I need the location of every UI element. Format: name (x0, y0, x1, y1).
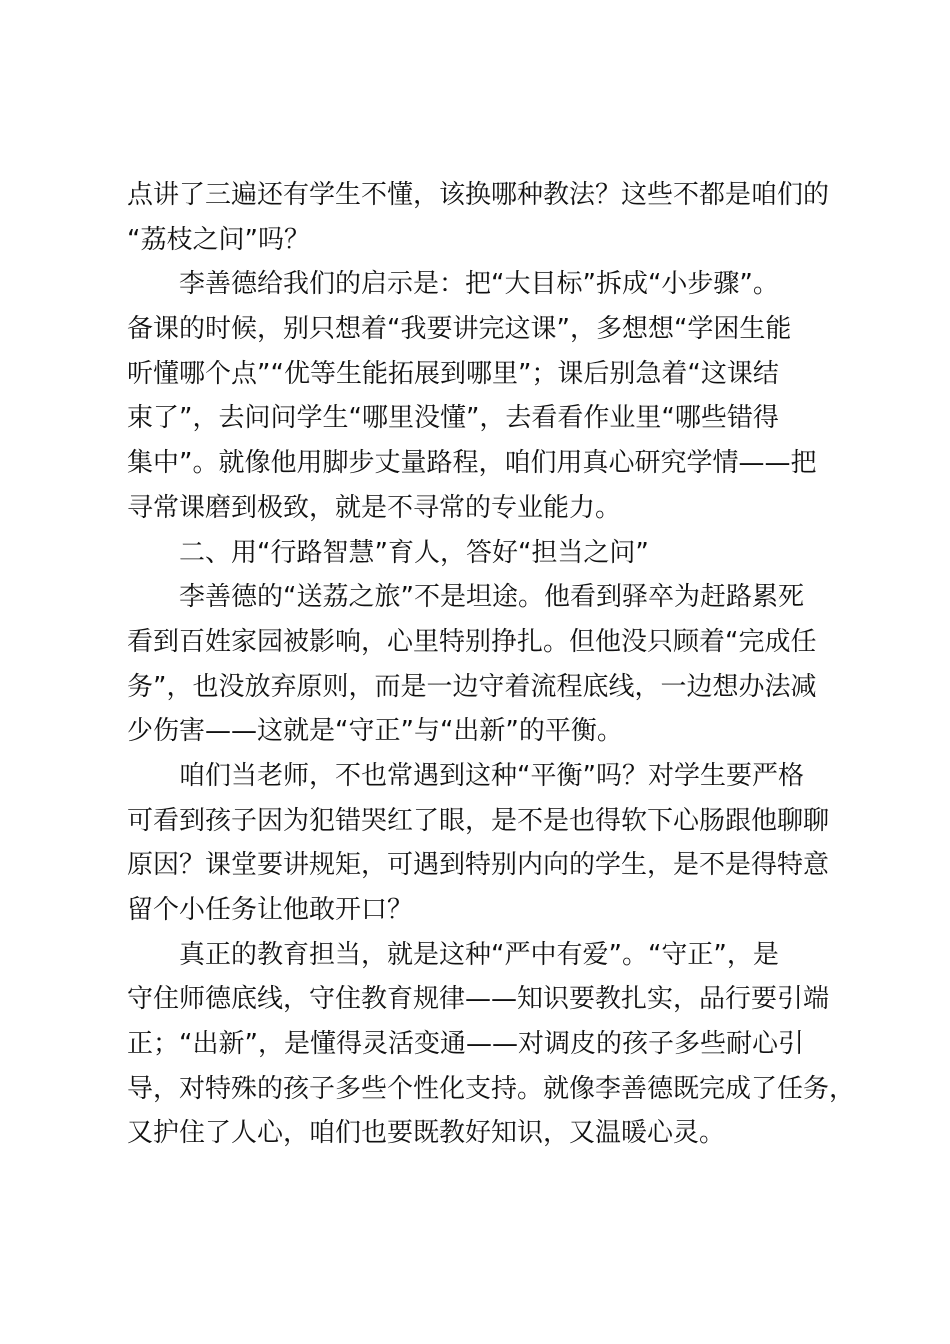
text-line: 少伤害——这就是“守正”与“出新”的平衡。 (127, 716, 623, 747)
text-line: 可看到孩子因为犯错哭红了眼，是不是也得软下心肠跟他聊聊 (127, 805, 830, 836)
text-line: 导，对特殊的孩子多些个性化支持。就像李善德既完成了任务， (127, 1073, 856, 1104)
text-line: 留个小任务让他敢开口？ (127, 895, 414, 925)
text-line: 守住师德底线，守住教育规律——知识要教扎实，品行要引端 (127, 984, 830, 1015)
text-line: 集中”。就像他用脚步丈量路程，咱们用真心研究学情——把 (127, 448, 817, 479)
text-line: 正；“出新”，是懂得灵活变通——对调皮的孩子多些耐心引 (127, 1029, 804, 1060)
text-line: 点讲了三遍还有学生不懂，该换哪种教法？这些不都是咱们的 (127, 180, 830, 210)
paragraph-first-line: 真正的教育担当，就是这种“严中有爱”。“守正”，是 (179, 939, 779, 970)
text-line: 束了”，去问问学生“哪里没懂”，去看看作业里“哪些错得 (127, 403, 779, 434)
text-line: “荔枝之问”吗？ (127, 224, 310, 255)
text-line: 看到百姓家园被影响，心里特别挣扎。但他没只顾着“完成任 (127, 626, 817, 657)
text-line: 又护住了人心，咱们也要既教好知识，又温暖心灵。 (127, 1118, 726, 1149)
section-heading: 二、用“行路智慧”育人，答好“担当之问” (179, 537, 649, 568)
text-line: 备课的时候，别只想着“我要讲完这课”，多想想“学困生能 (127, 314, 792, 345)
text-line: 原因？课堂要讲规矩，可遇到特别内向的学生，是不是得特意 (127, 850, 830, 881)
paragraph-first-line: 李善德给我们的启示是：把“大目标”拆成“小步骤”。 (179, 269, 779, 300)
paragraph-first-line: 咱们当老师，不也常遇到这种“平衡”吗？对学生要严格 (179, 760, 804, 791)
paragraph-first-line: 李善德的“送荔之旅”不是坦途。他看到驿卒为赶路累死 (179, 582, 804, 613)
document-body (127, 173, 856, 1156)
text-line: 听懂哪个点”“优等生能拓展到哪里”；课后别急着“这课结 (127, 358, 779, 389)
text-line: 寻常课磨到极致，就是不寻常的专业能力。 (127, 492, 622, 523)
text-line: 务”，也没放弃原则，而是一边守着流程底线，一边想办法减 (127, 671, 817, 702)
